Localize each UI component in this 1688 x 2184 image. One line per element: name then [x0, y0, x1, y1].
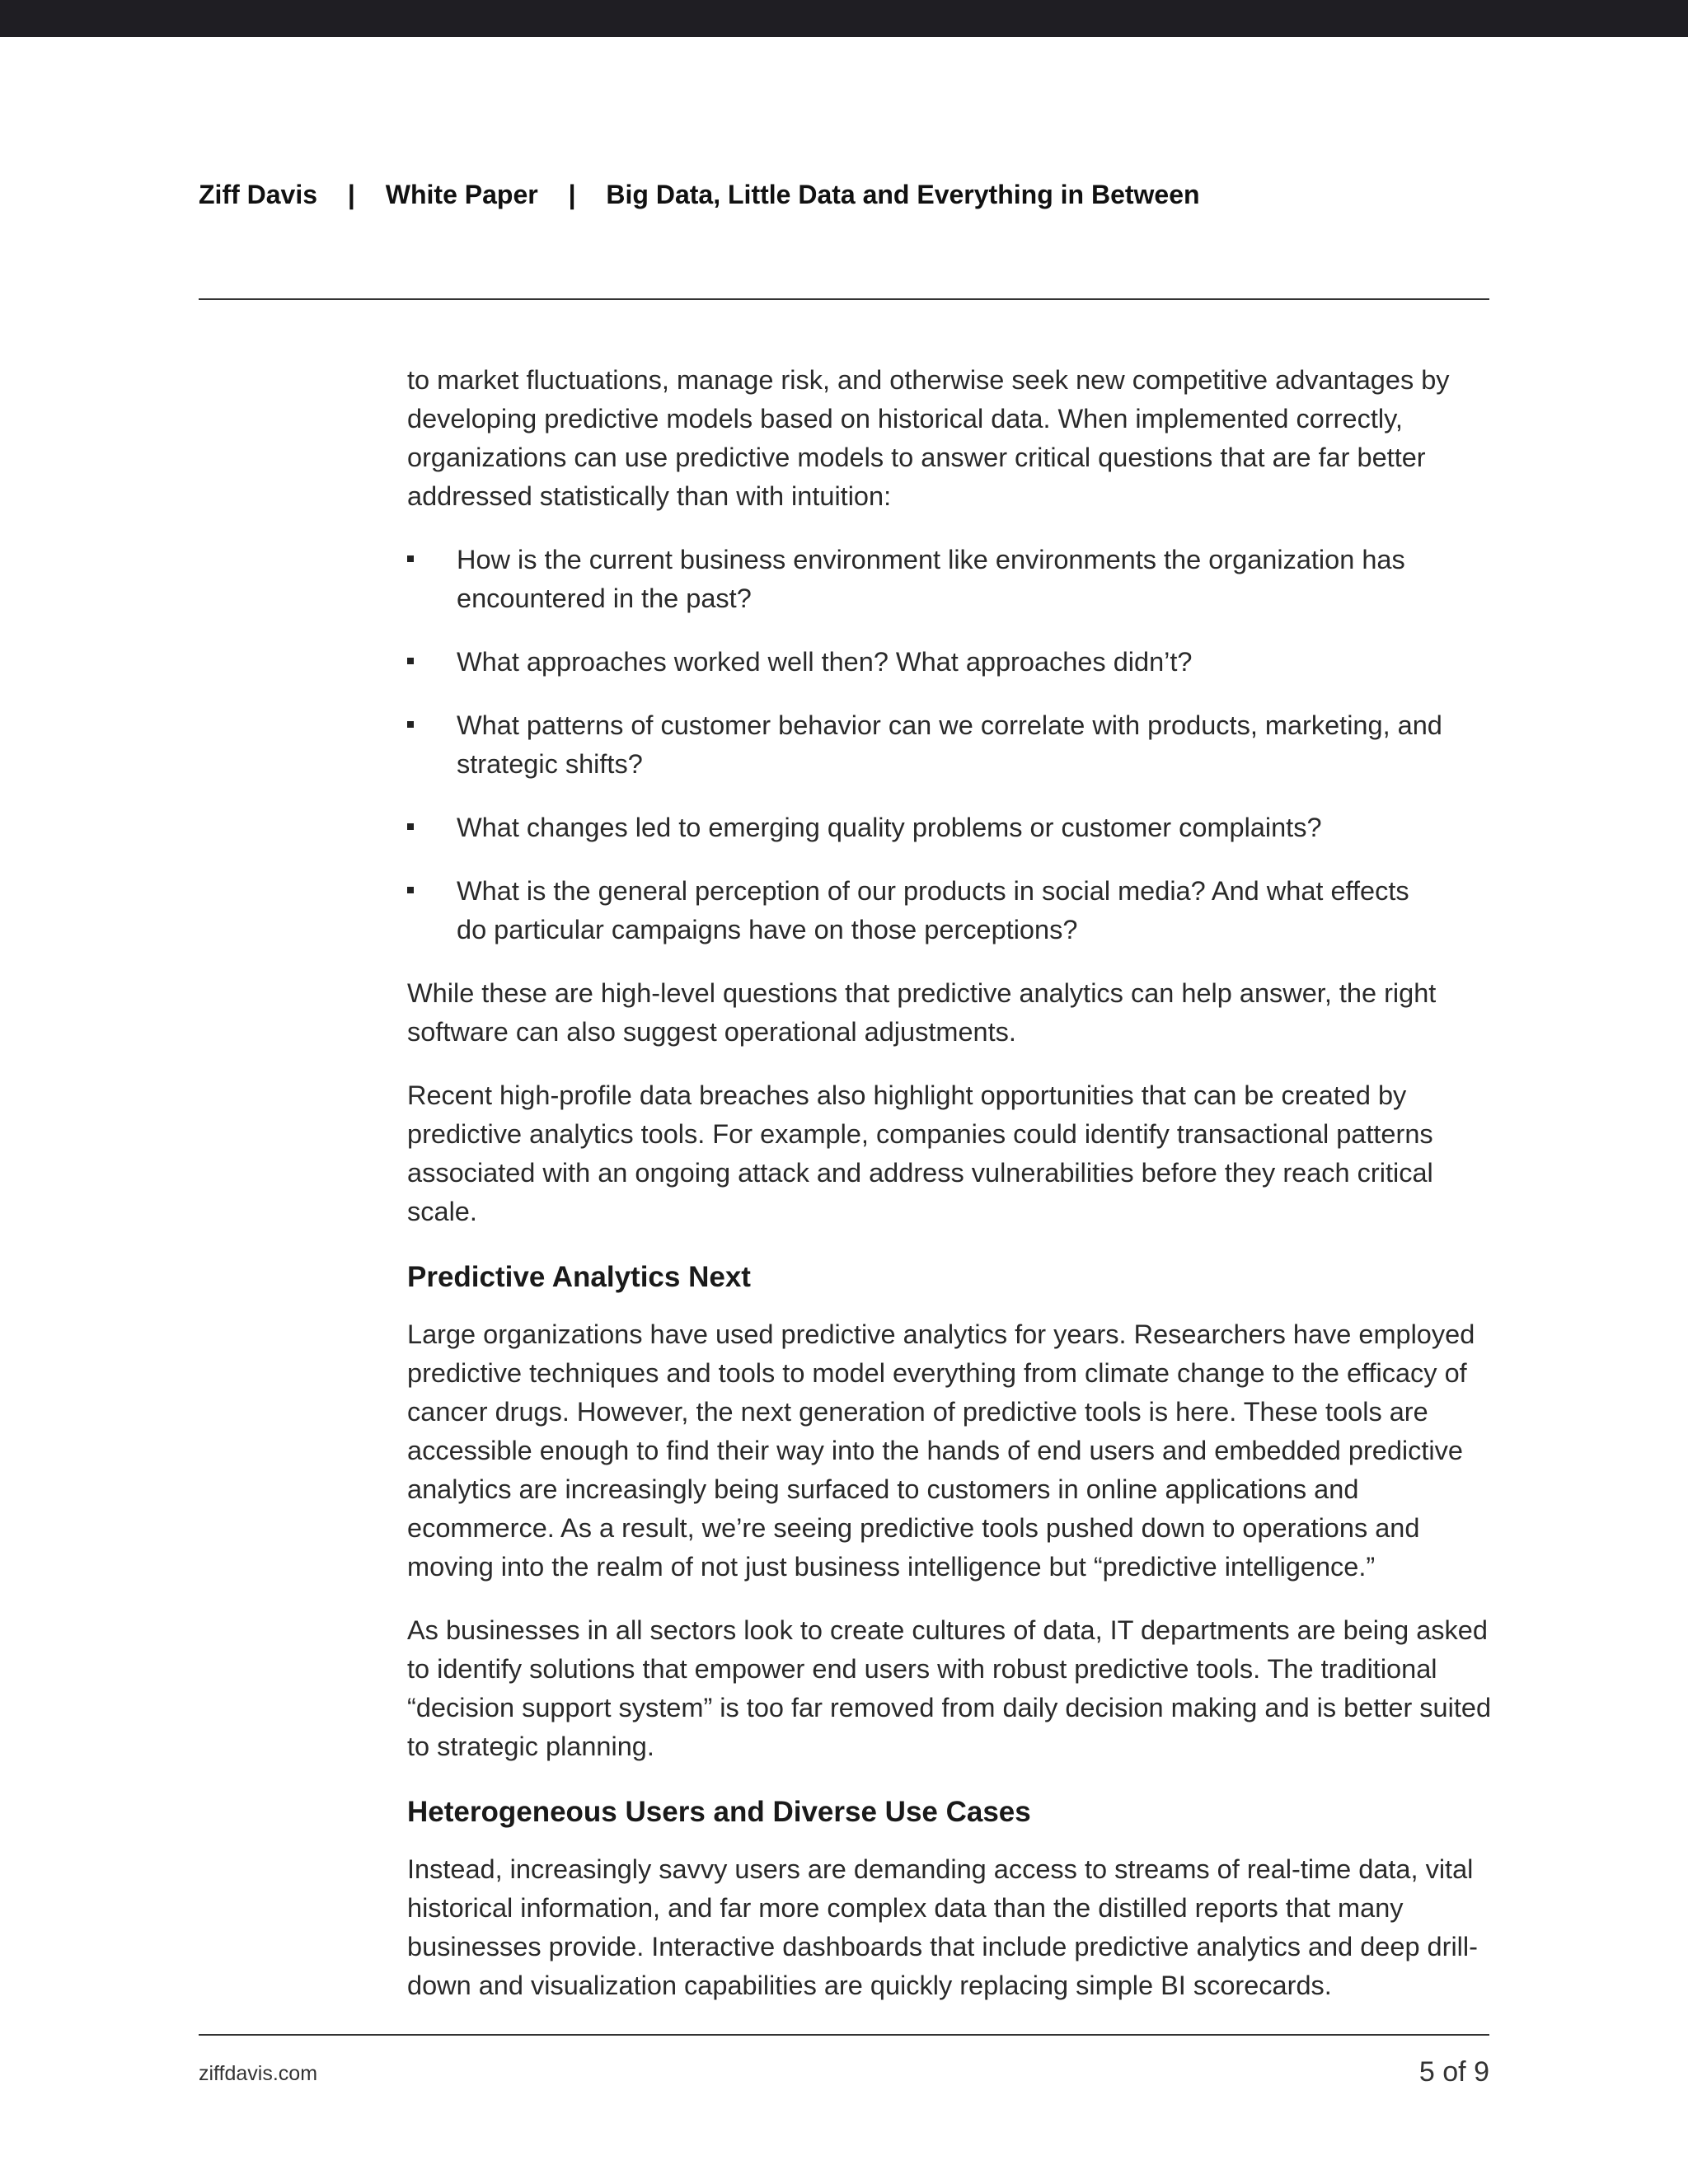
paragraph-operational: While these are high-level questions that predictive analytics can help answer, the right software can also suggest operational adjustments. [407, 978, 1437, 1047]
bullet-icon [407, 555, 414, 562]
section-heading-heterogeneous-users: Heterogeneous Users and Diverse Use Cases [407, 1796, 1031, 1828]
list-item [407, 872, 1446, 949]
top-bar [0, 0, 1688, 37]
document-title: Big Data, Little Data and Everything in Between [606, 180, 1200, 209]
brand-name: Ziff Davis [199, 180, 318, 209]
header-separator: | [347, 180, 355, 209]
list-item [407, 706, 1446, 784]
list-item-text: What approaches worked well then? What approaches didn’t? [457, 647, 1193, 677]
page-number: 5 of 9 [1418, 2056, 1489, 2088]
paragraph-culture-of-data: As businesses in all sectors look to create cultures of data, IT departments are being asked to identify solutions that empower end users with robust predictive tools. The traditional “decision support system” is too far removed from daily decision making and is better suited to strategic planning. [407, 1615, 1492, 1761]
question-list [407, 541, 1503, 949]
header-divider [199, 298, 1489, 300]
list-item-text: What is the general perception of our products in social media? And what effects do particular campaigns have on those perceptions? [457, 876, 1409, 944]
list-item-text: How is the current business environment like environments the organization has encountered in the past? [457, 545, 1405, 613]
list-item [407, 541, 1446, 618]
paragraph-savvy-users: Instead, increasingly savvy users are demanding access to streams of real-time data, vital historical information, and far more complex data than the distilled reports that many businesses provide. Interactive dashboards that include predictive analytics and deep drill-down and visualization capabilities are quickly replacing simple BI scorecards. [407, 1854, 1478, 2000]
footer-website: ziffdavis.com [199, 2062, 318, 2085]
section-heading-predictive-analytics: Predictive Analytics Next [407, 1261, 751, 1293]
header-separator: | [568, 180, 576, 209]
body-content [407, 361, 1503, 2030]
bullet-icon [407, 721, 414, 728]
intro-paragraph: to market fluctuations, manage risk, and otherwise seek new competitive advantages by developing predictive models based on historical data. When implemented correctly, organizations can use predictive models to answer critical questions that are far better addressed statistically than with intuition: [407, 365, 1450, 511]
list-item [407, 643, 1446, 682]
page-header [199, 180, 1200, 210]
bullet-icon [407, 823, 414, 830]
bullet-icon [407, 887, 414, 893]
bullet-icon [407, 658, 414, 664]
paragraph-breaches: Recent high-profile data breaches also highlight opportunities that can be created by predictive analytics tools. For example, companies could identify transactional patterns associated with an ongoing attack and address vulnerabilities before they reach critical scale. [407, 1080, 1433, 1226]
list-item-text: What patterns of customer behavior can we correlate with products, marketing, and strategic shifts? [457, 710, 1442, 779]
footer-divider [199, 2034, 1489, 2036]
paragraph-next-generation: Large organizations have used predictive analytics for years. Researchers have employed predictive techniques and tools to model everything from climate change to the efficacy of cancer drugs. However, the next generation of predictive tools is here. These tools are accessible enough to find their way into the hands of end users and embedded predictive analytics are increasingly being surfaced to customers in online applications and ecommerce. As a result, we’re seeing predictive tools pushed down to operations and moving into the realm of not just business intelligence but “predictive intelligence.” [407, 1319, 1475, 1582]
list-item-text: What changes led to emerging quality problems or customer complaints? [457, 813, 1322, 842]
document-type: White Paper [385, 180, 538, 209]
list-item [407, 808, 1446, 847]
